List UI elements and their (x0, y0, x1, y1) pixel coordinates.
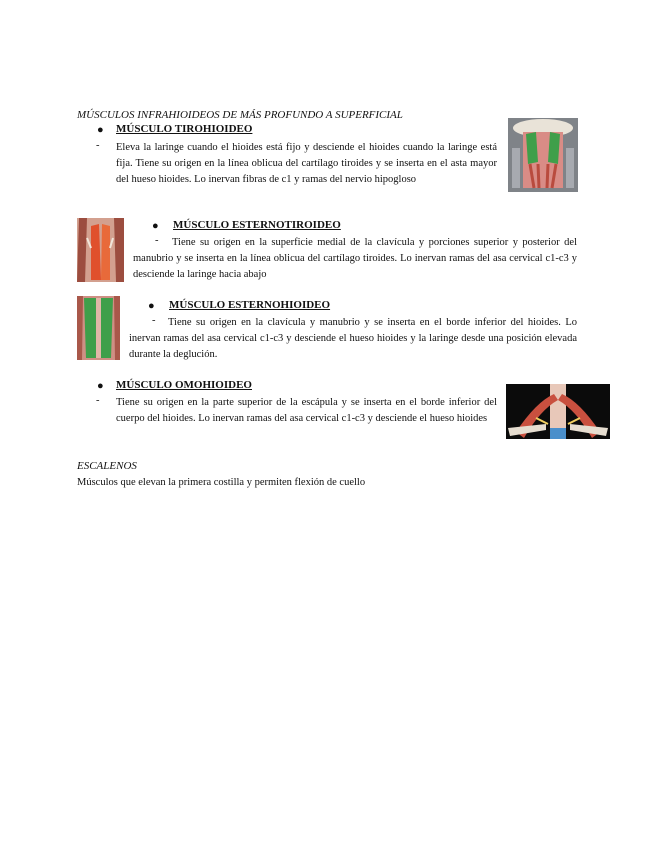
description-omohioideo: Tiene su origen en la parte superior de la escápula y se inserta en el borde inferior del cuerpo del hioides. Lo inervan ramas del asa cervical c1-c3 y desciende el hueso hioides (116, 397, 497, 424)
escalenos-title: ESCALENOS (77, 460, 137, 472)
heading-esternohioideo: MÚSCULO ESTERNOHIOIDEO (169, 299, 331, 311)
description-tirohioideo: Eleva la laringe cuando el hioides está fijo y desciende el hioides cuando la laringe está fija. Tiene su origen en la línea oblicua del cartílago tiroides y se inserta en el asta mayor del hueso hioides. Lo inervan fibras de c1 y ramas del nervio hipogloso (116, 142, 497, 185)
bullet-icon: ● (97, 380, 104, 392)
esternotiroideo-image (77, 218, 124, 282)
bullet-icon: ● (97, 124, 104, 136)
description-esternotiroideo: Tiene su origen en la superficie medial de la clavícula y porciones superior y posterior del manubrio y se inserta en la línea oblicua del cartílago tiroides. Lo inervan ramas del asa cervical c1-c3 y desciende la laringe hacia abajo (133, 237, 577, 280)
escalenos-text: Músculos que elevan la primera costilla y permiten flexión de cuello (77, 477, 366, 488)
bullet-icon: ● (152, 220, 159, 232)
dash-icon: - (96, 140, 100, 151)
heading-tirohioideo: MÚSCULO TIROHIOIDEO (116, 123, 253, 135)
esternohioideo-image (77, 296, 120, 360)
heading-esternotiroideo: MÚSCULO ESTERNOTIROIDEO (173, 219, 341, 231)
dash-icon: - (96, 395, 100, 406)
tirohioideo-image (508, 118, 578, 192)
dash-icon: - (152, 315, 156, 326)
omohioideo-image (506, 384, 610, 439)
dash-icon: - (155, 235, 159, 246)
bullet-icon: ● (148, 300, 155, 312)
section-title: MÚSCULOS INFRAHIOIDEOS DE MÁS PROFUNDO A SUPERFICIAL (77, 109, 403, 121)
description-esternohioideo: Tiene su origen en la clavícula y manubrio y se inserta en el borde inferior del hioides. Lo inervan ramas del asa cervical c1-c3 y desciende el hueso hioides y la laringe desde una posición elevada durante la deglución. (129, 317, 577, 360)
heading-omohioideo: MÚSCULO OMOHIOIDEO (116, 379, 252, 391)
